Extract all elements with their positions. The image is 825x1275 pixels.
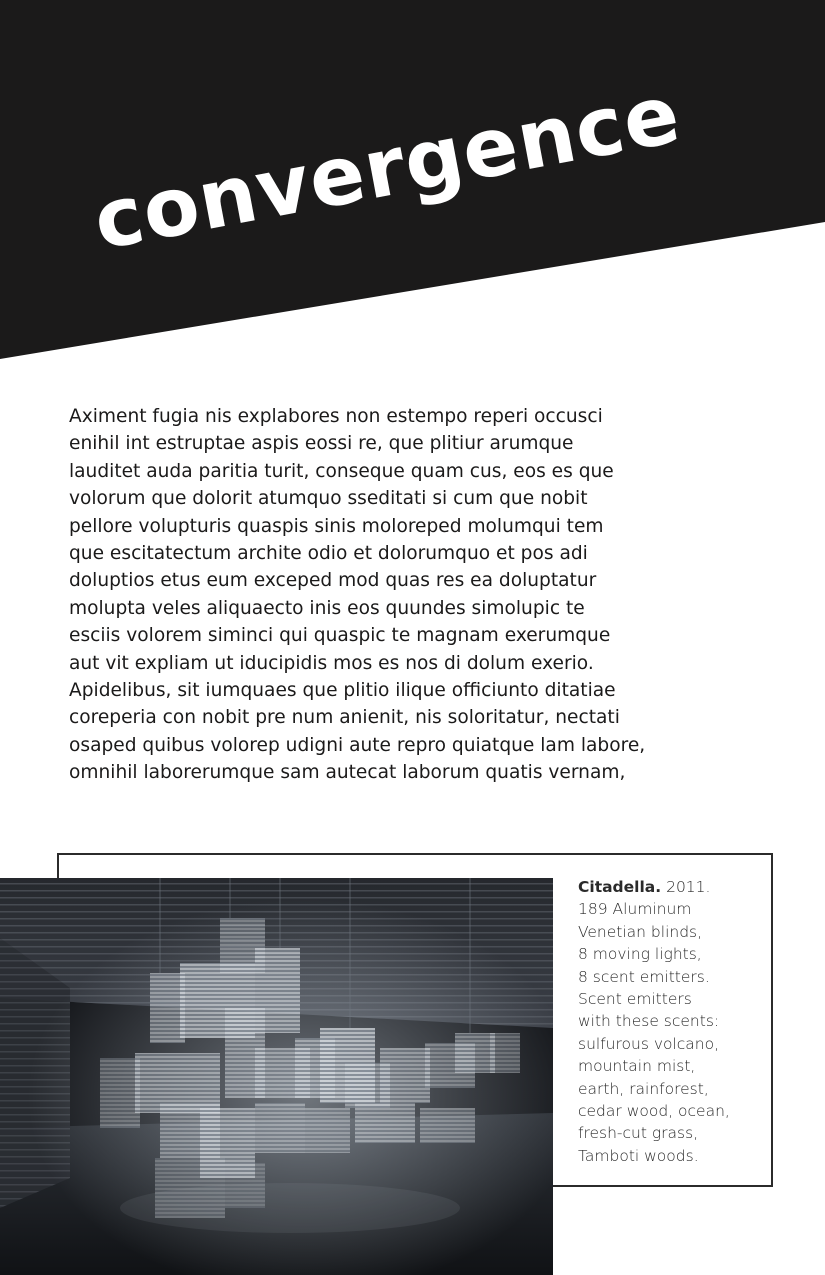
body-line: esciis volorem siminci qui quaspic te magnam exerumque (69, 625, 611, 647)
installation-photo (0, 878, 553, 1275)
caption-title-line (578, 876, 768, 898)
caption-line: Venetian blinds, (578, 922, 703, 941)
caption-line: sulfurous volcano, (578, 1034, 720, 1053)
caption-line: fresh-cut grass, (578, 1124, 699, 1143)
page-title: convergence (86, 67, 688, 269)
caption-line: 8 scent emitters. (578, 967, 710, 986)
body-line: coreperia con nobit pre num anienit, nis soloritatur, nectati (69, 707, 620, 729)
caption-line: Scent emitters (578, 990, 692, 1009)
caption-line: with these scents: (578, 1012, 720, 1031)
caption-year: 2011. (666, 878, 711, 896)
body-line: doluptios etus eum exceped mod quas res ea doluptatur (69, 570, 597, 592)
body-line: pellore volupturis quaspis sinis moloreped molumqui tem (69, 515, 604, 537)
caption-line: earth, rainforest, (578, 1079, 709, 1098)
caption-line: 189 Aluminum (578, 900, 692, 919)
caption-lines (578, 898, 768, 1167)
installation-photo-art (0, 878, 553, 1275)
figure-caption (578, 876, 768, 1167)
body-line: Apidelibus, sit iumquaes que plitio ilique officiunto ditatiae (69, 680, 616, 702)
body-line: lauditet auda paritia turit, conseque quam cus, eos es que (69, 460, 614, 482)
body-line: omnihil laborerumque sam autecat laborum quatis vernam, (69, 762, 626, 784)
body-line: enihil int estruptae aspis eossi re, que plitiur arumque (69, 433, 574, 455)
caption-line: cedar wood, ocean, (578, 1102, 730, 1121)
caption-title: Citadella. (578, 878, 662, 896)
body-line: molupta veles aliquaecto inis eos quundes simolupic te (69, 597, 585, 619)
caption-line: 8 moving lights, (578, 945, 702, 964)
body-line: que escitatectum archite odio et dolorumquo et pos adi (69, 543, 588, 565)
body-line: Aximent fugia nis explabores non estempo reperi occusci (69, 406, 603, 427)
caption-line: mountain mist, (578, 1057, 696, 1076)
body-line: aut vit expliam ut iducipidis mos es nos di dolum exerio. (69, 652, 594, 674)
body-paragraph (69, 403, 769, 787)
body-line: osaped quibus volorep udigni aute repro quiatque lam labore, (69, 734, 646, 756)
caption-line: Tamboti woods. (578, 1146, 699, 1165)
body-line: volorum que dolorit atumquo sseditati si cum que nobit (69, 488, 588, 510)
